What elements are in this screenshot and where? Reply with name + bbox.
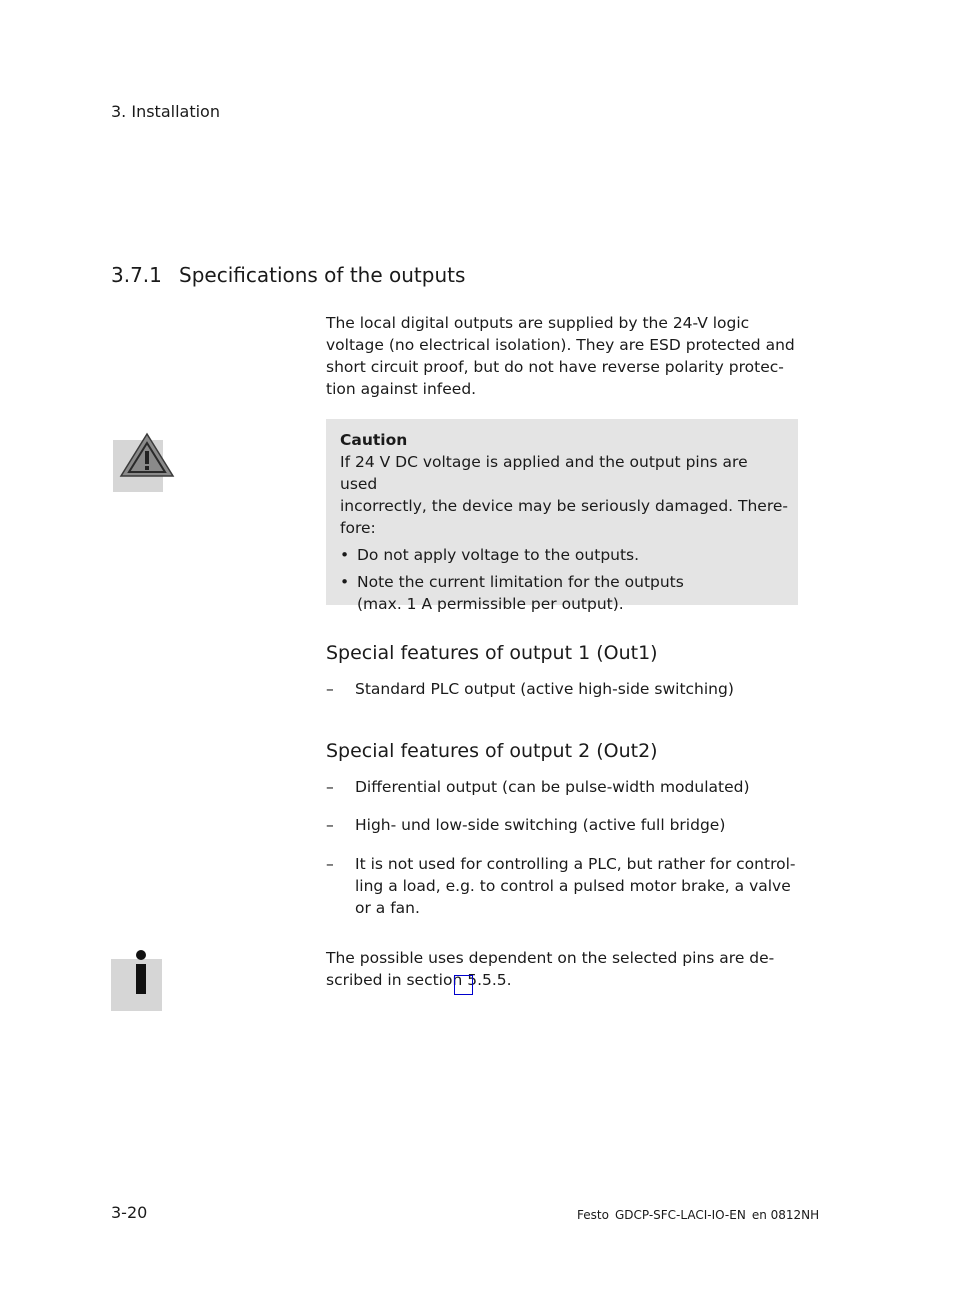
out1-item [326, 678, 796, 700]
bullet-glyph: • [340, 573, 350, 591]
item-line: Differential output (can be pulse-width modulated) [355, 778, 750, 796]
info-icon [111, 959, 162, 1011]
section-heading [111, 263, 465, 287]
caution-title: Caution [340, 431, 408, 449]
out2-item [326, 853, 796, 919]
bullet-line: Do not apply voltage to the outputs. [357, 546, 640, 564]
note-paragraph [326, 947, 796, 991]
footer-brand: Festo [577, 1208, 609, 1222]
caution-bullet [340, 544, 788, 566]
bullet-line: Note the current limitation for the outputs [357, 573, 684, 591]
section-link[interactable] [454, 975, 473, 995]
out2-item [326, 814, 796, 836]
note-line: The possible uses dependent on the selected pins are de- [326, 949, 775, 967]
intro-line: short circuit proof, but do not have reverse polarity protec- [326, 358, 784, 376]
page-number: 3-20 [111, 1203, 148, 1222]
warning-triangle-icon [113, 440, 163, 492]
item-line: It is not used for controlling a PLC, but rather for control- [355, 855, 796, 873]
caution-line: fore: [340, 519, 376, 537]
note-line: scribed in section 5.5.5. [326, 971, 512, 989]
dash-glyph: – [326, 680, 334, 698]
caution-bullet [340, 571, 788, 615]
out2-item [326, 776, 796, 798]
out1-heading: Special features of output 1 (Out1) [326, 642, 658, 664]
intro-line: tion against infeed. [326, 380, 477, 398]
item-line: ling a load, e.g. to control a pulsed motor brake, a valve [355, 877, 791, 895]
running-header: 3. Installation [111, 102, 220, 121]
footer-doc-info [577, 1208, 825, 1222]
section-number: 3.7.1 [111, 263, 162, 287]
intro-paragraph [326, 312, 796, 400]
footer-doc: GDCP-SFC-LACI-IO-EN [614, 1208, 746, 1222]
bullet-line: (max. 1 A permissible per output). [357, 595, 624, 613]
dash-glyph: – [326, 855, 334, 873]
item-line: or a fan. [355, 899, 420, 917]
caution-line: If 24 V DC voltage is applied and the output pins are used [340, 453, 748, 493]
section-title: Specifications of the outputs [179, 263, 466, 287]
intro-line: voltage (no electrical isolation). They are ESD protected and [326, 336, 795, 354]
caution-box [326, 419, 798, 613]
bullet-glyph: • [340, 546, 350, 564]
intro-line: The local digital outputs are supplied by the 24-V logic [326, 314, 750, 332]
item-line: Standard PLC output (active high-side switching) [355, 680, 734, 698]
footer-edition: en 0812NH [751, 1208, 820, 1222]
caution-line: incorrectly, the device may be seriously damaged. There- [340, 497, 789, 515]
dash-glyph: – [326, 778, 334, 796]
out2-heading: Special features of output 2 (Out2) [326, 740, 658, 762]
item-line: High- und low-side switching (active full bridge) [355, 816, 726, 834]
dash-glyph: – [326, 816, 334, 834]
